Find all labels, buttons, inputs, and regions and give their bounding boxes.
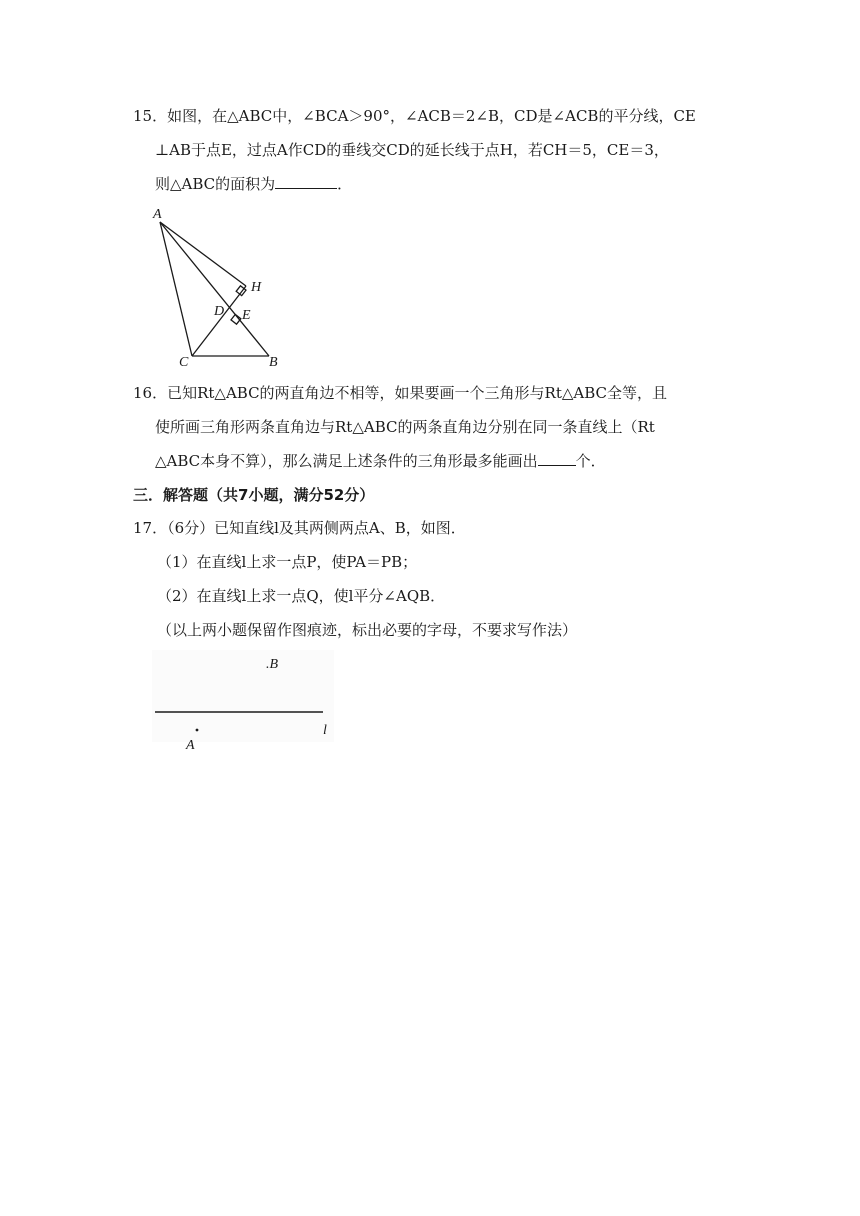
figure-label-H: H (251, 280, 262, 295)
q16-line-3-text: △ABC本身不算），那么满足上述条件的三角形最多能画出 (155, 452, 538, 470)
section-heading: 三．解答题（共7小题，满分52分） (133, 486, 375, 504)
q16-line-2: 使所画三角形两条直角边与Rt△ABC的两条直角边分别在同一条直线上（Rt (155, 418, 655, 436)
q17-line-1: 17．（6分）已知直线l及其两侧两点A、B，如图． (133, 519, 466, 537)
figure-label-A: A (186, 738, 195, 753)
figure-background (152, 650, 334, 742)
figure-label-B: B (269, 355, 278, 370)
q15-line-1: 15．如图，在△ABC中，∠BCA＞90°，∠ACB＝2∠B，CD是∠ACB的平分线，CE (133, 107, 696, 125)
q16-line-3 (155, 451, 606, 471)
figure-label-A: A (153, 207, 162, 222)
q15-triangle-figure (145, 200, 295, 370)
figure-label-E: E (242, 308, 251, 323)
q15-line-2: ⊥AB于点E，过点A作CD的垂线交CD的延长线于点H，若CH＝5，CE＝3， (155, 141, 669, 159)
q16-answer-blank[interactable] (538, 451, 576, 466)
figure-label-l: l (323, 723, 327, 738)
point-A-dot (196, 729, 199, 732)
figure-label-C: C (179, 355, 189, 370)
q17-line-figure (152, 650, 337, 755)
q15-line-3-text: 则△ABC的面积为 (155, 175, 276, 193)
q17-subquestion-2: （2）在直线l上求一点Q，使l平分∠AQB． (157, 587, 446, 605)
figure-label-D: D (214, 304, 225, 319)
q16-line-1: 16．已知Rt△ABC的两直角边不相等，如果要画一个三角形与Rt△ABC全等，且 (133, 384, 668, 402)
q15-line-3 (155, 174, 352, 194)
q16-line-3-end: 个． (575, 452, 606, 470)
q17-note: （以上两小题保留作图痕迹，标出必要的字母，不要求写作法） (157, 621, 578, 639)
segment-CH (192, 286, 246, 356)
q17-subquestion-1: （1）在直线l上求一点P，使PA＝PB； (157, 553, 418, 571)
figure-label-B: .B (266, 657, 279, 672)
q15-answer-blank[interactable] (275, 174, 337, 189)
q15-line-3-end: ． (337, 175, 353, 193)
